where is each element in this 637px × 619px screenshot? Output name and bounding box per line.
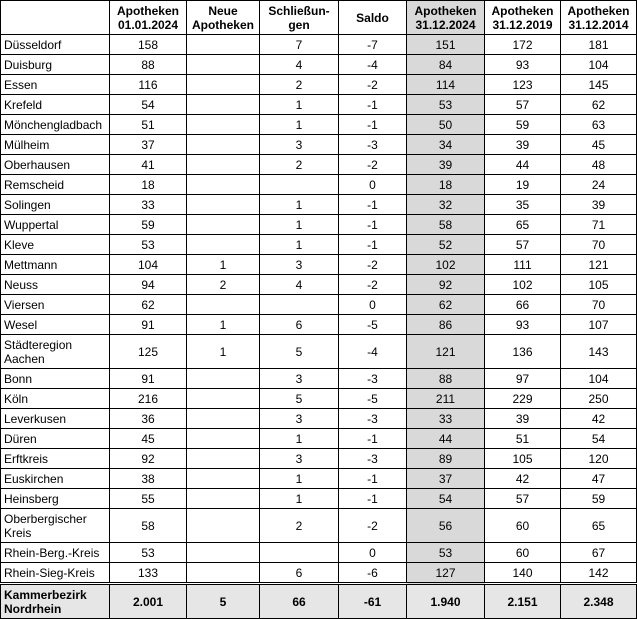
value-cell xyxy=(187,429,260,449)
column-header-6 xyxy=(485,1,561,35)
value-cell: 57 xyxy=(485,235,561,255)
value-cell: -2 xyxy=(339,255,407,275)
district-name-cell: Mönchengladbach xyxy=(1,115,110,135)
column-header-line: Apotheken xyxy=(567,3,630,18)
value-cell: 104 xyxy=(561,369,637,389)
district-name-cell: Rhein-Sieg-Kreis xyxy=(1,563,110,584)
value-cell: 125 xyxy=(110,335,187,369)
value-cell: 38 xyxy=(110,469,187,489)
value-cell: 114 xyxy=(407,75,485,95)
value-cell: 3 xyxy=(260,409,339,429)
district-name-cell: Wesel xyxy=(1,315,110,335)
value-cell: 116 xyxy=(110,75,187,95)
column-header-line: Apotheken xyxy=(191,17,254,32)
value-cell: 6 xyxy=(260,563,339,584)
table-row xyxy=(1,489,637,509)
value-cell xyxy=(187,75,260,95)
value-cell: 57 xyxy=(485,489,561,509)
value-cell: 60 xyxy=(485,509,561,543)
district-name-cell: Remscheid xyxy=(1,175,110,195)
value-cell: 104 xyxy=(110,255,187,275)
value-cell: 1 xyxy=(260,215,339,235)
value-cell: 88 xyxy=(110,55,187,75)
value-cell: 36 xyxy=(110,409,187,429)
value-cell: -2 xyxy=(339,275,407,295)
value-cell: 45 xyxy=(110,429,187,449)
district-name-cell: Viersen xyxy=(1,295,110,315)
value-cell: 45 xyxy=(561,135,637,155)
district-name-cell: Essen xyxy=(1,75,110,95)
value-cell: 142 xyxy=(561,563,637,584)
table-row xyxy=(1,75,637,95)
value-cell: 121 xyxy=(561,255,637,275)
value-cell: -2 xyxy=(339,155,407,175)
value-cell: 123 xyxy=(485,75,561,95)
table-row xyxy=(1,235,637,255)
value-cell: 102 xyxy=(485,275,561,295)
column-header-line: 31.12.2024 xyxy=(415,17,476,32)
value-cell: 172 xyxy=(485,35,561,55)
value-cell: 54 xyxy=(110,95,187,115)
column-header-line: Apotheken xyxy=(414,3,477,18)
header-row xyxy=(1,1,637,35)
value-cell: 1 xyxy=(260,195,339,215)
value-cell: 57 xyxy=(485,95,561,115)
value-cell: 47 xyxy=(561,469,637,489)
value-cell xyxy=(187,135,260,155)
value-cell: 51 xyxy=(485,429,561,449)
column-header-2 xyxy=(187,1,260,35)
table-body xyxy=(1,35,637,619)
value-cell: 50 xyxy=(407,115,485,135)
value-cell: -3 xyxy=(339,449,407,469)
value-cell: -1 xyxy=(339,115,407,135)
value-cell: -3 xyxy=(339,409,407,429)
value-cell xyxy=(260,175,339,195)
table-row xyxy=(1,215,637,235)
value-cell: 62 xyxy=(407,295,485,315)
value-cell: 1 xyxy=(260,489,339,509)
district-name-cell: Mülheim xyxy=(1,135,110,155)
table-row xyxy=(1,315,637,335)
total-value-cell: -61 xyxy=(339,584,407,619)
value-cell: 54 xyxy=(561,429,637,449)
district-name-cell: Rhein-Berg.-Kreis xyxy=(1,543,110,563)
value-cell: 35 xyxy=(485,195,561,215)
value-cell xyxy=(187,115,260,135)
column-header-line: Neue xyxy=(208,3,238,18)
value-cell: 55 xyxy=(110,489,187,509)
value-cell: 2 xyxy=(260,155,339,175)
value-cell: 1 xyxy=(187,255,260,275)
value-cell xyxy=(187,215,260,235)
district-name-cell: Mettmann xyxy=(1,255,110,275)
value-cell xyxy=(187,369,260,389)
table-row xyxy=(1,429,637,449)
value-cell: 140 xyxy=(485,563,561,584)
value-cell: 92 xyxy=(407,275,485,295)
column-header-line: 01.01.2024 xyxy=(117,17,179,32)
value-cell: -4 xyxy=(339,55,407,75)
value-cell: 250 xyxy=(561,389,637,409)
value-cell: 2 xyxy=(260,509,339,543)
value-cell xyxy=(260,295,339,315)
value-cell: 105 xyxy=(561,275,637,295)
value-cell: 19 xyxy=(485,175,561,195)
value-cell: 65 xyxy=(485,215,561,235)
value-cell: 39 xyxy=(485,409,561,429)
value-cell: 1 xyxy=(260,235,339,255)
value-cell: 158 xyxy=(110,35,187,55)
value-cell: 0 xyxy=(339,175,407,195)
value-cell: 111 xyxy=(485,255,561,275)
value-cell: 91 xyxy=(110,369,187,389)
value-cell xyxy=(187,509,260,543)
district-name-cell: Krefeld xyxy=(1,95,110,115)
value-cell: 42 xyxy=(485,469,561,489)
value-cell: 33 xyxy=(407,409,485,429)
value-cell: 105 xyxy=(485,449,561,469)
value-cell: 71 xyxy=(561,215,637,235)
column-header-line: Saldo xyxy=(356,10,389,25)
district-name-cell: Köln xyxy=(1,389,110,409)
value-cell: 53 xyxy=(110,543,187,563)
value-cell: 59 xyxy=(561,489,637,509)
value-cell: -6 xyxy=(339,563,407,584)
value-cell: 0 xyxy=(339,295,407,315)
value-cell: 63 xyxy=(561,115,637,135)
value-cell xyxy=(187,489,260,509)
value-cell xyxy=(187,155,260,175)
value-cell: 91 xyxy=(110,315,187,335)
value-cell: 136 xyxy=(485,335,561,369)
value-cell: -3 xyxy=(339,369,407,389)
column-header-line: Apotheken xyxy=(491,3,554,18)
column-header-3 xyxy=(260,1,339,35)
total-value-cell: 2.348 xyxy=(561,584,637,619)
value-cell: 44 xyxy=(407,429,485,449)
value-cell: 3 xyxy=(260,449,339,469)
table-row xyxy=(1,55,637,75)
district-name-cell: Duisburg xyxy=(1,55,110,75)
value-cell: 39 xyxy=(407,155,485,175)
value-cell: 88 xyxy=(407,369,485,389)
value-cell: -5 xyxy=(339,315,407,335)
value-cell: 229 xyxy=(485,389,561,409)
value-cell: 59 xyxy=(110,215,187,235)
value-cell xyxy=(187,543,260,563)
column-header-0 xyxy=(1,1,110,35)
value-cell: 24 xyxy=(561,175,637,195)
table-row xyxy=(1,449,637,469)
value-cell: -7 xyxy=(339,35,407,55)
value-cell: 1 xyxy=(187,315,260,335)
value-cell: 97 xyxy=(485,369,561,389)
district-name-cell: Bonn xyxy=(1,369,110,389)
district-name-cell: Leverkusen xyxy=(1,409,110,429)
value-cell: 52 xyxy=(407,235,485,255)
value-cell: 5 xyxy=(260,335,339,369)
value-cell: 60 xyxy=(485,543,561,563)
district-name-cell: Heinsberg xyxy=(1,489,110,509)
value-cell: 127 xyxy=(407,563,485,584)
value-cell: 70 xyxy=(561,235,637,255)
district-name-cell: Düren xyxy=(1,429,110,449)
value-cell: 104 xyxy=(561,55,637,75)
district-name-cell: Oberhausen xyxy=(1,155,110,175)
column-header-line: gen xyxy=(288,17,310,32)
value-cell: 94 xyxy=(110,275,187,295)
table-row xyxy=(1,135,637,155)
value-cell: 89 xyxy=(407,449,485,469)
district-name-cell: Solingen xyxy=(1,195,110,215)
value-cell xyxy=(187,35,260,55)
value-cell: -1 xyxy=(339,215,407,235)
district-name-cell: Oberbergischer Kreis xyxy=(1,509,110,543)
value-cell: 48 xyxy=(561,155,637,175)
value-cell: 65 xyxy=(561,509,637,543)
value-cell: 39 xyxy=(561,195,637,215)
value-cell xyxy=(187,469,260,489)
table-row xyxy=(1,275,637,295)
table-row xyxy=(1,95,637,115)
table-row xyxy=(1,369,637,389)
value-cell: 53 xyxy=(407,95,485,115)
table-row xyxy=(1,195,637,215)
value-cell: 7 xyxy=(260,35,339,55)
value-cell xyxy=(187,409,260,429)
value-cell: 53 xyxy=(110,235,187,255)
value-cell: 0 xyxy=(339,543,407,563)
value-cell: 1 xyxy=(260,115,339,135)
value-cell: 18 xyxy=(407,175,485,195)
value-cell: -1 xyxy=(339,429,407,449)
total-row xyxy=(1,584,637,619)
column-header-line: Schließun- xyxy=(268,3,330,18)
value-cell: -4 xyxy=(339,335,407,369)
value-cell: 4 xyxy=(260,55,339,75)
value-cell: 37 xyxy=(407,469,485,489)
district-name-cell: Düsseldorf xyxy=(1,35,110,55)
value-cell: 107 xyxy=(561,315,637,335)
value-cell: -1 xyxy=(339,469,407,489)
value-cell: 66 xyxy=(485,295,561,315)
table-row xyxy=(1,115,637,135)
district-name-cell: Wuppertal xyxy=(1,215,110,235)
total-value-cell: 2.001 xyxy=(110,584,187,619)
table-row xyxy=(1,295,637,315)
value-cell: 41 xyxy=(110,155,187,175)
value-cell: 121 xyxy=(407,335,485,369)
value-cell: 151 xyxy=(407,35,485,55)
value-cell xyxy=(187,95,260,115)
value-cell: 6 xyxy=(260,315,339,335)
value-cell: 216 xyxy=(110,389,187,409)
value-cell: 58 xyxy=(110,509,187,543)
table-row xyxy=(1,335,637,369)
value-cell: 93 xyxy=(485,315,561,335)
value-cell: 33 xyxy=(110,195,187,215)
value-cell: 2 xyxy=(187,275,260,295)
value-cell: 54 xyxy=(407,489,485,509)
value-cell: 120 xyxy=(561,449,637,469)
value-cell: 84 xyxy=(407,55,485,75)
value-cell xyxy=(187,295,260,315)
value-cell: -2 xyxy=(339,75,407,95)
district-name-cell: Kleve xyxy=(1,235,110,255)
value-cell: 51 xyxy=(110,115,187,135)
district-name-cell: Städteregion Aachen xyxy=(1,335,110,369)
table-row xyxy=(1,509,637,543)
value-cell xyxy=(187,235,260,255)
value-cell: 143 xyxy=(561,335,637,369)
value-cell: 4 xyxy=(260,275,339,295)
total-value-cell: 2.151 xyxy=(485,584,561,619)
total-label-cell: Kammerbezirk Nordrhein xyxy=(1,584,110,619)
value-cell: 2 xyxy=(260,75,339,95)
table-row xyxy=(1,175,637,195)
value-cell: 58 xyxy=(407,215,485,235)
column-header-5 xyxy=(407,1,485,35)
table-row xyxy=(1,563,637,584)
value-cell: 56 xyxy=(407,509,485,543)
value-cell xyxy=(187,563,260,584)
value-cell: 102 xyxy=(407,255,485,275)
district-name-cell: Neuss xyxy=(1,275,110,295)
value-cell: 1 xyxy=(260,95,339,115)
total-value-cell: 1.940 xyxy=(407,584,485,619)
value-cell: 92 xyxy=(110,449,187,469)
table-row xyxy=(1,389,637,409)
value-cell: 3 xyxy=(260,255,339,275)
column-header-7 xyxy=(561,1,637,35)
value-cell: -1 xyxy=(339,489,407,509)
value-cell: 18 xyxy=(110,175,187,195)
value-cell: 86 xyxy=(407,315,485,335)
value-cell: 42 xyxy=(561,409,637,429)
value-cell xyxy=(260,543,339,563)
value-cell: 145 xyxy=(561,75,637,95)
table-row xyxy=(1,409,637,429)
total-value-cell: 66 xyxy=(260,584,339,619)
total-value-cell: 5 xyxy=(187,584,260,619)
value-cell: 32 xyxy=(407,195,485,215)
value-cell: 1 xyxy=(260,469,339,489)
value-cell: -5 xyxy=(339,389,407,409)
value-cell: 181 xyxy=(561,35,637,55)
value-cell: -1 xyxy=(339,235,407,255)
table-row xyxy=(1,469,637,489)
value-cell xyxy=(187,195,260,215)
value-cell: 1 xyxy=(187,335,260,369)
column-header-4 xyxy=(339,1,407,35)
value-cell: 3 xyxy=(260,369,339,389)
district-name-cell: Erftkreis xyxy=(1,449,110,469)
value-cell: 62 xyxy=(110,295,187,315)
value-cell: 5 xyxy=(260,389,339,409)
value-cell xyxy=(187,449,260,469)
column-header-line: Apotheken xyxy=(116,3,179,18)
value-cell: 3 xyxy=(260,135,339,155)
value-cell: 93 xyxy=(485,55,561,75)
column-header-line: 31.12.2019 xyxy=(492,17,553,32)
value-cell: -1 xyxy=(339,95,407,115)
column-header-1 xyxy=(110,1,187,35)
value-cell xyxy=(187,175,260,195)
value-cell: 39 xyxy=(485,135,561,155)
value-cell: 67 xyxy=(561,543,637,563)
value-cell: 59 xyxy=(485,115,561,135)
value-cell: 34 xyxy=(407,135,485,155)
value-cell: 133 xyxy=(110,563,187,584)
value-cell: 53 xyxy=(407,543,485,563)
value-cell xyxy=(187,389,260,409)
district-name-cell: Euskirchen xyxy=(1,469,110,489)
value-cell: 44 xyxy=(485,155,561,175)
table-row xyxy=(1,155,637,175)
value-cell xyxy=(187,55,260,75)
value-cell: 211 xyxy=(407,389,485,409)
table-row xyxy=(1,255,637,275)
value-cell: 37 xyxy=(110,135,187,155)
value-cell: 70 xyxy=(561,295,637,315)
value-cell: -3 xyxy=(339,135,407,155)
value-cell: 62 xyxy=(561,95,637,115)
value-cell: -1 xyxy=(339,195,407,215)
table-row xyxy=(1,35,637,55)
value-cell: -2 xyxy=(339,509,407,543)
column-header-line: 31.12.2014 xyxy=(568,17,629,32)
table-row xyxy=(1,543,637,563)
value-cell: 1 xyxy=(260,429,339,449)
